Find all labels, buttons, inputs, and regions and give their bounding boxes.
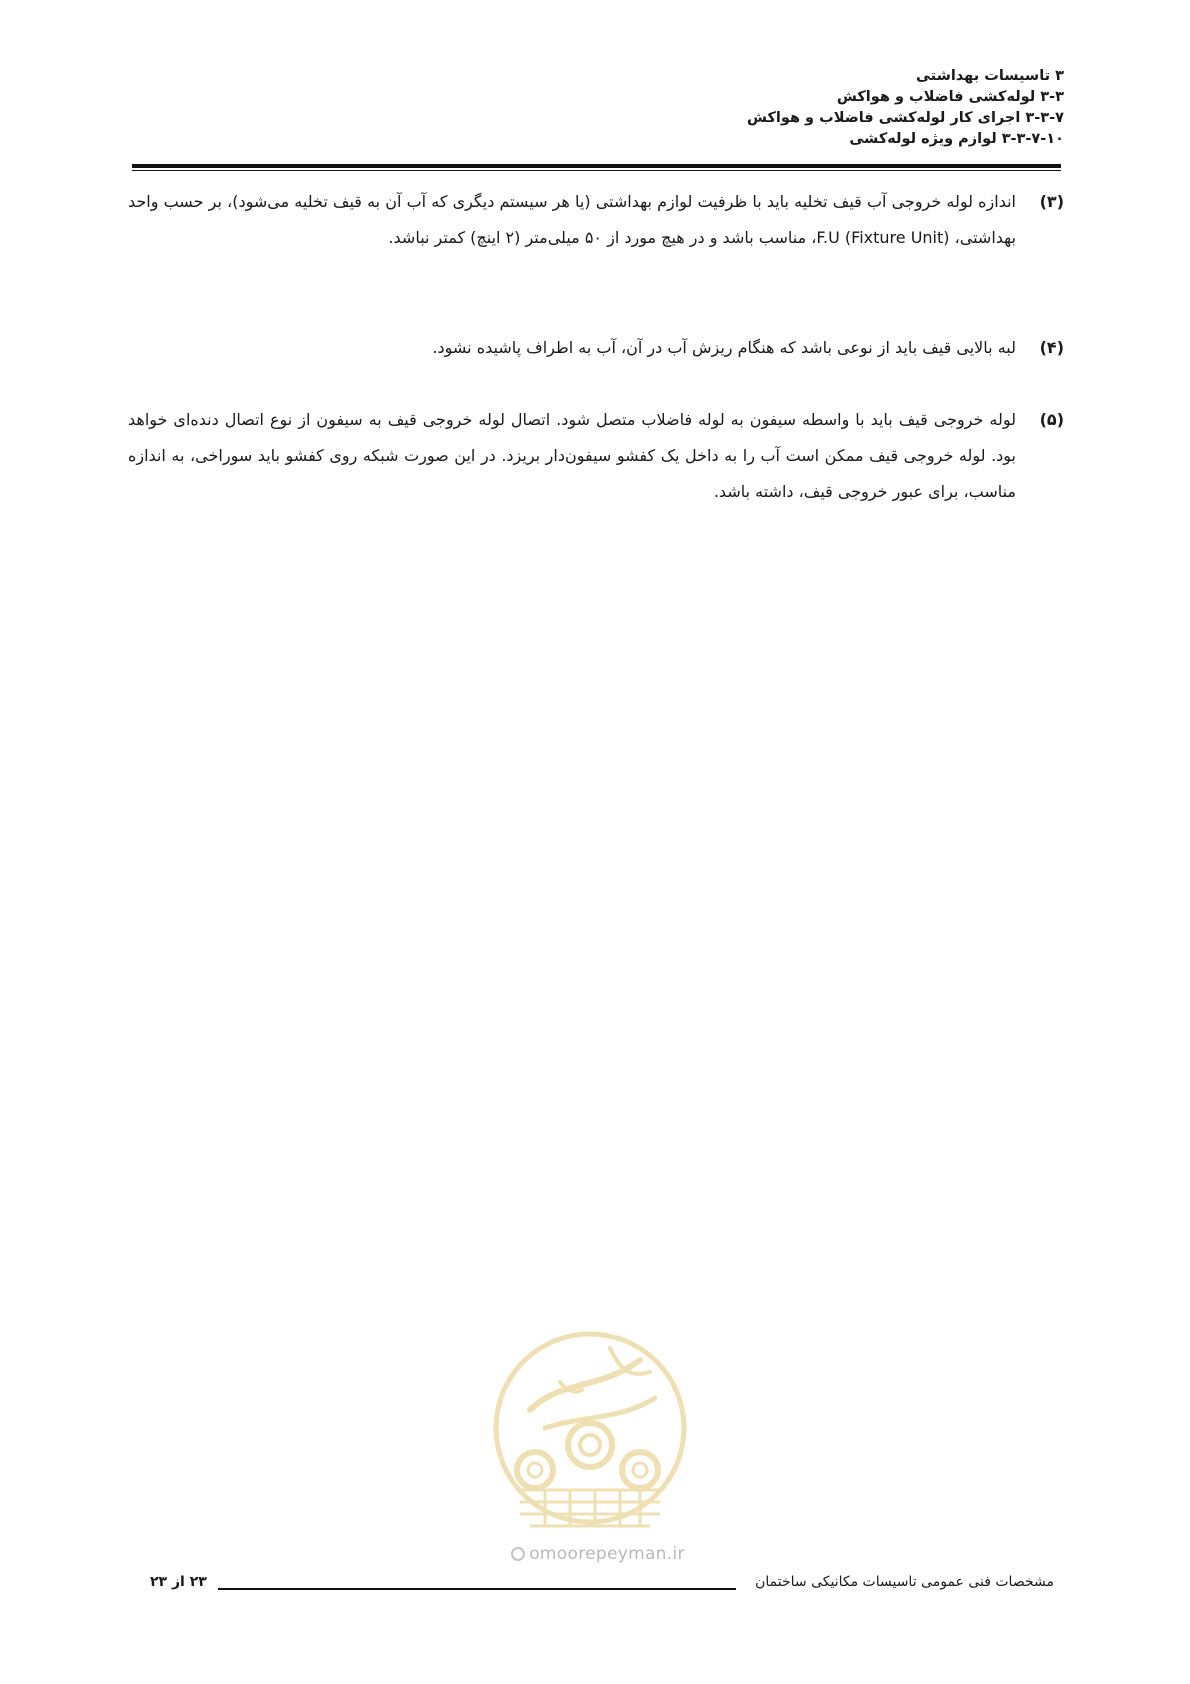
clause-number: (۴) bbox=[1039, 338, 1064, 357]
header-chapter: ۳ تاسیسات بهداشتی bbox=[915, 68, 1064, 84]
section-header bbox=[364, 66, 1064, 150]
page-total: ۲۳ bbox=[150, 1574, 168, 1590]
page-current: ۲۳ bbox=[189, 1574, 207, 1590]
header-clause: ۳-۳-۷-۱۰ لوازم ویژه لوله‌کشی bbox=[849, 131, 1064, 147]
clause-item-3 bbox=[128, 184, 1064, 256]
watermark-site-label: omoorepeyman.ir bbox=[529, 1544, 685, 1564]
footer-divider bbox=[218, 1588, 736, 1590]
clause-item-5 bbox=[128, 402, 1064, 510]
clause-text: اندازه لوله خروجی آب قیف تخلیه باید با ظرفیت لوازم بهداشتی (یا هر سیستم دیگری که آب آن به قیف تخلیه می‌شود)، بر حسب واحد بهداشتی، F.U (Fixture Unit)، مناسب باشد و در هیچ مورد از ۵۰ میلی‌متر (۲ اینچ) کمتر نباشد. bbox=[128, 192, 1016, 247]
header-divider-thin bbox=[132, 170, 1061, 171]
footer-document-title: مشخصات فنی عمومی تاسیسات مکانیکی ساختمان bbox=[755, 1574, 1054, 1590]
clause-text: لبه بالایی قیف باید از نوعی باشد که هنگام ریزش آب در آن، آب به اطراف پاشیده نشود. bbox=[432, 338, 1016, 357]
watermark-site bbox=[498, 1544, 698, 1564]
globe-icon bbox=[511, 1547, 525, 1561]
clause-item-4 bbox=[128, 330, 1064, 366]
page-of: از bbox=[171, 1574, 185, 1590]
header-subsection: ۳-۳-۷ اجرای کار لوله‌کشی فاضلاب و هواکش bbox=[746, 110, 1064, 126]
clause-text: لوله خروجی قیف باید با واسطه سیفون به لوله فاضلاب متصل شود. اتصال لوله خروجی قیف به سیفون از نوع اتصال دنده‌ای خواهد بود. لوله خروجی قیف ممکن است آب را به داخل یک کفشو سیفون‌دار بریزد. در این صورت شبکه روی کفشو باید سوراخی، به اندازه مناسب، برای عبور خروجی قیف، داشته باشد. bbox=[128, 410, 1016, 501]
watermark-logo bbox=[490, 1320, 690, 1540]
clause-number: (۳) bbox=[1039, 192, 1064, 211]
clause-number: (۵) bbox=[1039, 410, 1064, 429]
header-divider-thick bbox=[132, 164, 1061, 168]
footer-page-number bbox=[150, 1574, 207, 1590]
header-section: ۳-۳ لوله‌کشی فاضلاب و هواکش bbox=[836, 89, 1064, 105]
